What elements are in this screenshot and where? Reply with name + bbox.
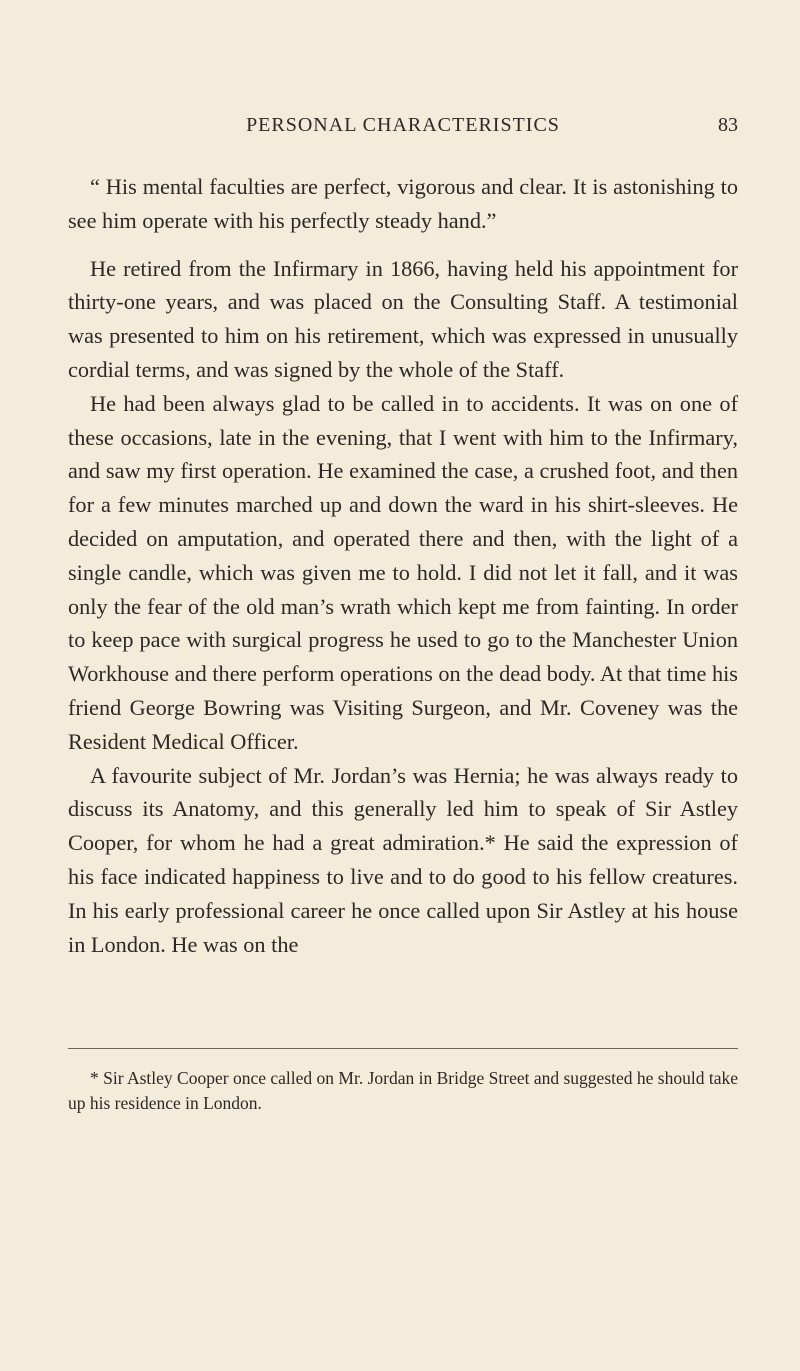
- footnote: * Sir Astley Cooper once called on Mr. Jordan in Bridge Street and suggested he should take up his residence in London.: [68, 1068, 738, 1113]
- running-head: PERSONAL CHARACTERISTICS: [246, 114, 560, 136]
- paragraph-retirement: He retired from the Infirmary in 1866, having held his appointment for thirty-one years, and was placed on the Consulting Staff. A testimonial was presented to him on his retirement, which was expressed in unusually cordial terms, and was signed by the whole of the Staff.: [68, 255, 738, 382]
- paragraph-accidents: He had been always glad to be called in to accidents. It was on one of these occasions, late in the evening, that I went with him to the Infirmary, and saw my first operation. He examined the case, a crushed foot, and then for a few minutes marched up and down the ward in his shirt-sleeves. He decided on amputation, and operated there and then, with the light of a single candle, which was given me to hold. I did not let it fall, and it was only the fear of the old man’s wrath which kept me from fainting. In order to keep pace with surgical progress he used to go to the Manchester Union Workhouse and there perform operations on the dead body. At that time his friend George Bowring was Visiting Surgeon, and Mr. Coveney was the Resident Medical Officer.: [68, 390, 738, 754]
- footnote-rule: [68, 1048, 738, 1049]
- page-header: [68, 114, 738, 142]
- body-text: [68, 170, 738, 961]
- paragraph-quote: “ His mental faculties are perfect, vigorous and clear. It is astonishing to see him operate with his perfectly steady hand.”: [68, 174, 738, 233]
- paragraph-hernia: A favourite subject of Mr. Jordan’s was Hernia; he was always ready to discuss its Anatomy, and this generally led him to speak of Sir Astley Cooper, for whom he had a great admiration.* He said the expression of his face indicated happiness to live and to do good to his fellow creatures. In his early professional career he once called upon Sir Astley at his house in London. He was on the: [68, 762, 738, 957]
- page-number: 83: [718, 114, 738, 136]
- book-page: [68, 0, 738, 1371]
